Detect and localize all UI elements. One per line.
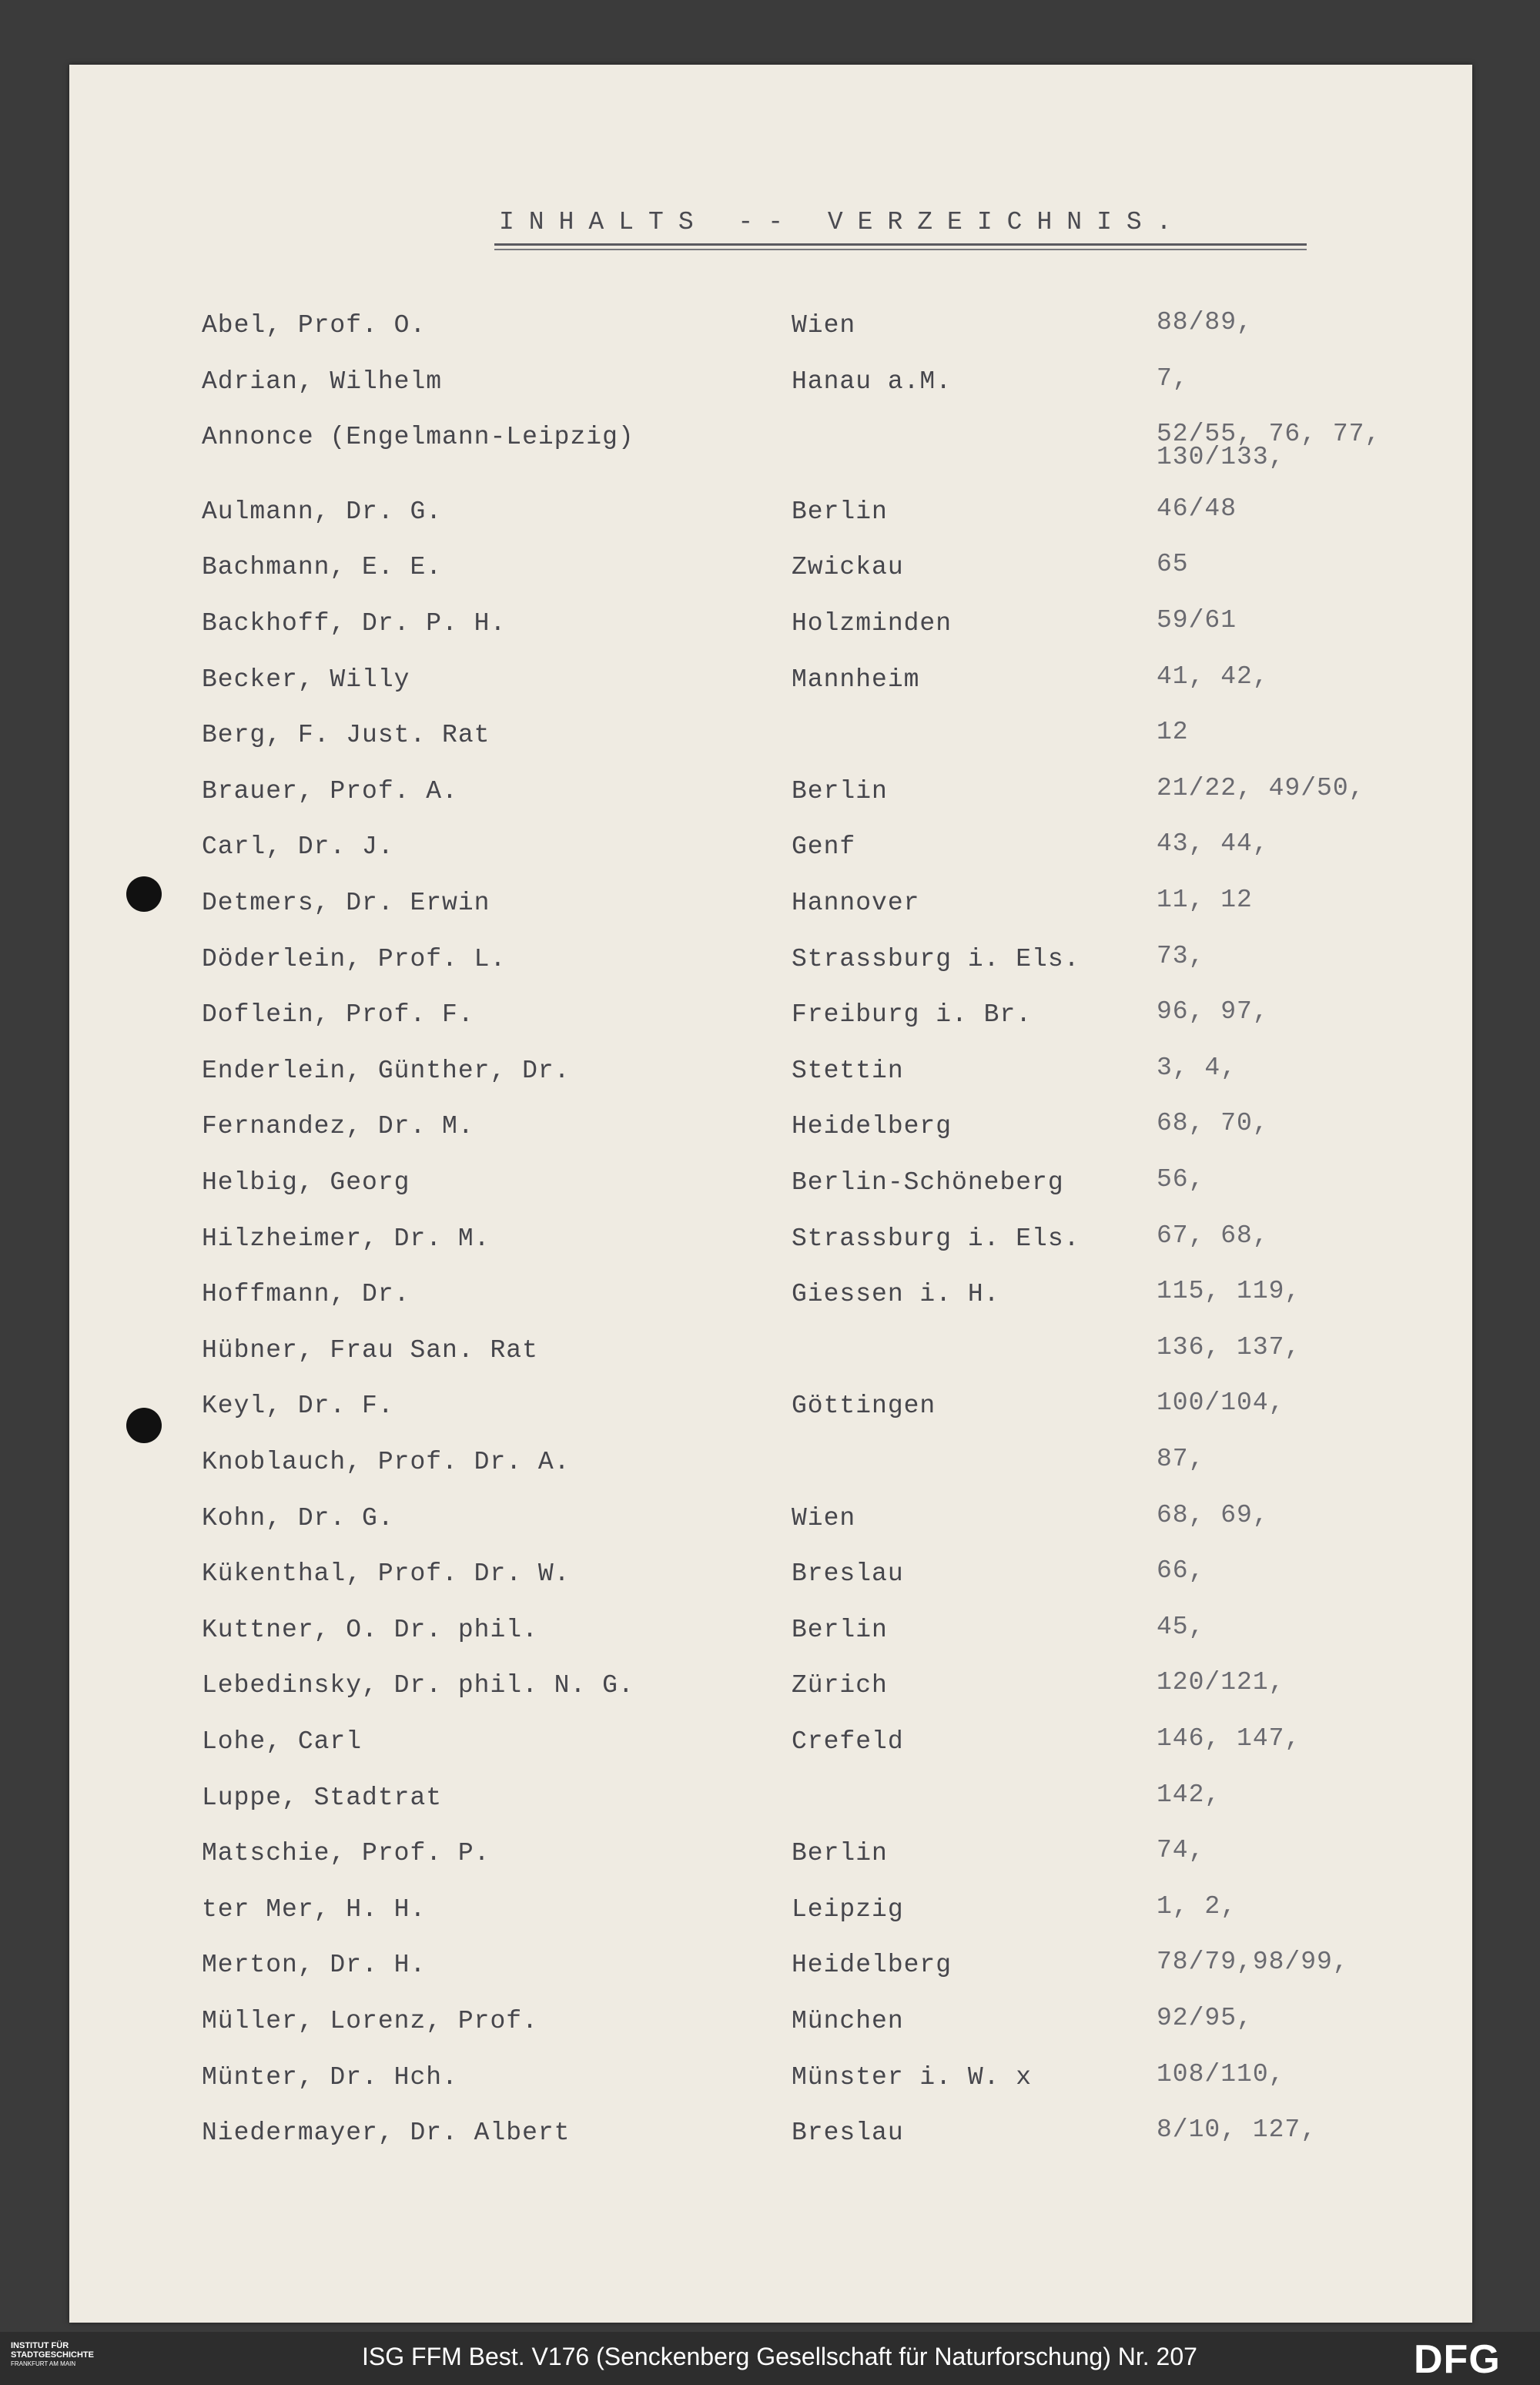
index-row	[69, 2060, 1472, 2100]
entry-place: Crefeld	[792, 1727, 904, 1756]
entry-pages: 43, 44,	[1157, 829, 1269, 858]
entry-pages: 146, 147,	[1157, 1724, 1301, 1753]
entry-place: Genf	[792, 832, 856, 861]
entry-place: Heidelberg	[792, 1112, 952, 1141]
entry-name: Matschie, Prof. P.	[202, 1839, 490, 1867]
index-row	[69, 1277, 1472, 1317]
entry-place: Breslau	[792, 1559, 904, 1588]
entry-place: Berlin	[792, 1839, 888, 1867]
entry-place: Strassburg i. Els.	[792, 945, 1080, 973]
entry-name: Merton, Dr. H.	[202, 1951, 427, 1979]
document-page	[69, 65, 1472, 2323]
entry-pages: 45,	[1157, 1613, 1205, 1641]
index-row	[69, 718, 1472, 758]
entry-place: Leipzig	[792, 1895, 904, 1924]
entry-place: Mannheim	[792, 665, 920, 694]
entry-pages: 59/61	[1157, 606, 1237, 635]
index-row	[69, 2004, 1472, 2044]
entry-place: Freiburg i. Br.	[792, 1000, 1033, 1029]
entry-pages: 46/48	[1157, 494, 1237, 523]
entry-pages: 68, 69,	[1157, 1501, 1269, 1529]
entry-place: Breslau	[792, 2119, 904, 2147]
index-row	[69, 997, 1472, 1037]
entry-place: Berlin	[792, 1616, 888, 1644]
title-underline	[494, 243, 1307, 246]
entry-place: Zürich	[792, 1671, 888, 1700]
index-row	[69, 662, 1472, 702]
entry-place: Münster i. W. x	[792, 2063, 1033, 2092]
entry-name: Bachmann, E. E.	[202, 553, 443, 581]
page-title: INHALTS -- VERZEICHNIS.	[499, 208, 1187, 236]
entry-pages: 11, 12	[1157, 886, 1253, 914]
index-row	[69, 1501, 1472, 1541]
entry-pages: 52/55, 76, 77, 130/133,	[1157, 420, 1381, 471]
entry-place: Zwickau	[792, 553, 904, 581]
entry-name: Carl, Dr. J.	[202, 832, 394, 861]
entry-name: Backhoff, Dr. P. H.	[202, 609, 507, 638]
index-row	[69, 886, 1472, 926]
index-row	[69, 1724, 1472, 1764]
entry-name: Münter, Dr. Hch.	[202, 2063, 458, 2092]
entry-pages: 136, 137,	[1157, 1333, 1301, 1362]
logo-line-1: INSTITUT FÜR	[11, 2341, 69, 2350]
index-row	[69, 494, 1472, 534]
entry-name: Luppe, Stadtrat	[202, 1784, 443, 1812]
entry-pages: 67, 68,	[1157, 1221, 1269, 1250]
index-row	[69, 1109, 1472, 1149]
entry-name: Kohn, Dr. G.	[202, 1504, 394, 1532]
logo-line-2: STADTGESCHICHTE	[11, 2350, 94, 2360]
entry-place: Göttingen	[792, 1392, 936, 1420]
index-row	[69, 1892, 1472, 1932]
index-row	[69, 1333, 1472, 1373]
institute-logo	[11, 2341, 134, 2369]
index-row	[69, 1780, 1472, 1821]
entry-name: Hoffmann, Dr.	[202, 1280, 410, 1308]
entry-name: Detmers, Dr. Erwin	[202, 889, 490, 917]
entry-name: ter Mer, H. H.	[202, 1895, 427, 1924]
entry-name: Adrian, Wilhelm	[202, 367, 443, 396]
entry-pages: 108/110,	[1157, 2060, 1285, 2089]
entry-pages: 1, 2,	[1157, 1892, 1237, 1921]
index-row	[69, 420, 1472, 471]
entry-place: Hanau a.M.	[792, 367, 952, 396]
entry-pages: 66,	[1157, 1556, 1205, 1585]
entry-place: Holzminden	[792, 609, 952, 638]
entry-place: Stettin	[792, 1057, 904, 1085]
entry-pages: 21/22, 49/50,	[1157, 774, 1365, 802]
index-row	[69, 1948, 1472, 1988]
index-row	[69, 1165, 1472, 1205]
index-row	[69, 829, 1472, 869]
entry-name: Doflein, Prof. F.	[202, 1000, 474, 1029]
index-row	[69, 1613, 1472, 1653]
index-row	[69, 774, 1472, 814]
entry-name: Hilzheimer, Dr. M.	[202, 1224, 490, 1253]
entry-name: Kükenthal, Prof. Dr. W.	[202, 1559, 571, 1588]
entry-place: Berlin	[792, 777, 888, 806]
entry-pages: 87,	[1157, 1445, 1205, 1473]
dfg-logo: DFG	[1414, 2337, 1501, 2382]
entry-pages: 142,	[1157, 1780, 1221, 1809]
entry-pages: 12	[1157, 718, 1189, 746]
entry-pages: 88/89,	[1157, 308, 1253, 337]
entry-place: München	[792, 2007, 904, 2035]
entry-name: Helbig, Georg	[202, 1168, 410, 1197]
footer-bar	[0, 2332, 1540, 2385]
entry-name: Keyl, Dr. F.	[202, 1392, 394, 1420]
index-row	[69, 1556, 1472, 1596]
index-row	[69, 606, 1472, 646]
index-row	[69, 1668, 1472, 1708]
entry-pages: 68, 70,	[1157, 1109, 1269, 1137]
entry-name: Lohe, Carl	[202, 1727, 363, 1756]
entry-place: Giessen i. H.	[792, 1280, 1000, 1308]
entry-name: Lebedinsky, Dr. phil. N. G.	[202, 1671, 634, 1700]
entry-place: Hannover	[792, 889, 920, 917]
entry-name: Berg, F. Just. Rat	[202, 721, 490, 749]
entry-name: Niedermayer, Dr. Albert	[202, 2119, 571, 2147]
entry-pages: 73,	[1157, 942, 1205, 970]
index-row	[69, 1836, 1472, 1876]
entry-pages: 120/121,	[1157, 1668, 1285, 1697]
index-row	[69, 1445, 1472, 1485]
logo-line-3: FRANKFURT AM MAIN	[11, 2360, 76, 2367]
entry-pages: 3, 4,	[1157, 1053, 1237, 1082]
entry-name: Kuttner, O. Dr. phil.	[202, 1616, 538, 1644]
entry-place: Berlin	[792, 497, 888, 526]
entry-pages: 92/95,	[1157, 2004, 1253, 2032]
entry-pages: 56,	[1157, 1165, 1205, 1194]
index-row	[69, 1388, 1472, 1429]
entry-pages: 78/79,98/99,	[1157, 1948, 1349, 1976]
entry-pages: 7,	[1157, 364, 1189, 393]
archive-caption: ISG FFM Best. V176 (Senckenberg Gesellschaft für Naturforschung) Nr. 207	[362, 2343, 1197, 2370]
entry-pages: 100/104,	[1157, 1388, 1285, 1417]
entry-place: Wien	[792, 311, 856, 340]
index-row	[69, 2115, 1472, 2156]
entry-name: Hübner, Frau San. Rat	[202, 1336, 538, 1365]
entry-name: Abel, Prof. O.	[202, 311, 427, 340]
entry-name: Brauer, Prof. A.	[202, 777, 458, 806]
entry-pages: 74,	[1157, 1836, 1205, 1864]
entry-name: Müller, Lorenz, Prof.	[202, 2007, 538, 2035]
entry-pages: 41, 42,	[1157, 662, 1269, 691]
entry-pages: 96, 97,	[1157, 997, 1269, 1026]
entry-name: Aulmann, Dr. G.	[202, 497, 443, 526]
entry-name: Annonce (Engelmann-Leipzig)	[202, 423, 634, 451]
index-row	[69, 1053, 1472, 1094]
entry-pages: 65	[1157, 550, 1189, 578]
entry-name: Fernandez, Dr. M.	[202, 1112, 474, 1141]
entry-pages: 8/10, 127,	[1157, 2115, 1317, 2144]
index-row	[69, 364, 1472, 404]
index-row	[69, 1221, 1472, 1261]
entry-place: Heidelberg	[792, 1951, 952, 1979]
entry-name: Enderlein, Günther, Dr.	[202, 1057, 571, 1085]
entry-name: Döderlein, Prof. L.	[202, 945, 507, 973]
entry-place: Strassburg i. Els.	[792, 1224, 1080, 1253]
index-row	[69, 550, 1472, 590]
entry-place: Wien	[792, 1504, 856, 1532]
entry-pages: 115, 119,	[1157, 1277, 1301, 1305]
entry-name: Becker, Willy	[202, 665, 410, 694]
entry-name: Knoblauch, Prof. Dr. A.	[202, 1448, 571, 1476]
title-underline-second	[494, 249, 1307, 250]
entry-place: Berlin-Schöneberg	[792, 1168, 1064, 1197]
index-row	[69, 308, 1472, 348]
index-row	[69, 942, 1472, 982]
